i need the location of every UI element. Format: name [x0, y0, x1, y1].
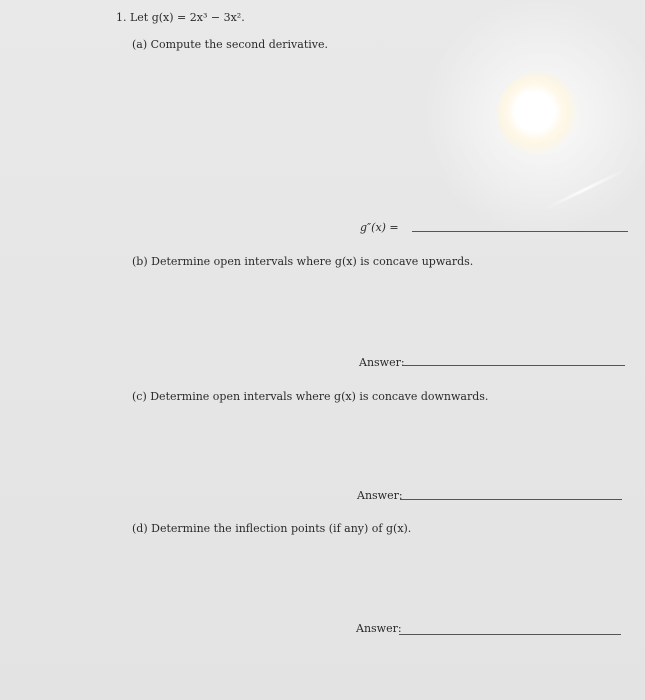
part-a-prompt: (a) Compute the second derivative. [132, 38, 328, 51]
part-c-answer-label: Answer: [357, 489, 403, 502]
part-c-answer-line[interactable] [400, 499, 622, 500]
part-a-answer-line[interactable] [412, 231, 628, 232]
part-a-answer-label: g″(x) = [360, 221, 399, 234]
part-d-answer-label: Answer: [356, 622, 402, 635]
light-streak [544, 168, 626, 210]
problem-statement: 1. Let g(x) = 2x³ − 3x². [116, 11, 245, 24]
light-glare [497, 72, 581, 160]
part-b-answer-label: Answer: [359, 356, 405, 369]
part-c-prompt: (c) Determine open intervals where g(x) is concave downwards. [132, 390, 489, 403]
part-d-prompt: (d) Determine the inflection points (if any) of g(x). [132, 522, 412, 535]
part-b-answer-line[interactable] [403, 365, 625, 366]
part-d-answer-line[interactable] [399, 634, 621, 635]
part-b-prompt: (b) Determine open intervals where g(x) is concave upwards. [132, 255, 474, 268]
